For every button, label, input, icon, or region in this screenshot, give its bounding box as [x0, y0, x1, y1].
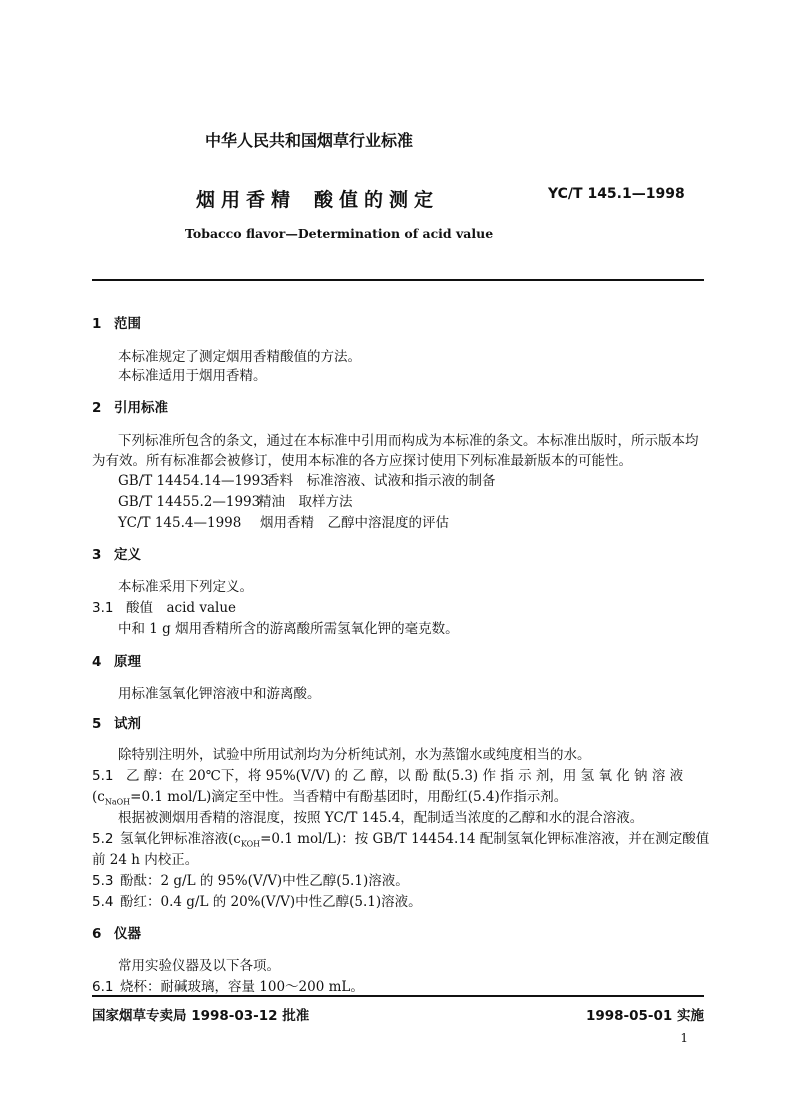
s6-1-line: 6.1 烧杯：耐碱玻璃，容量 100～200 mL。	[92, 979, 364, 995]
effective-line: 1998-05-01 实施	[585, 1008, 704, 1024]
s5-1-line-2: ($c_{NaOH}=0.1$ mol/L)滴定至中性。当香精中有酚基团时，用酚红(5.4)作指示剂。	[92, 789, 568, 807]
s1-paragraph-2: 本标准适用于烟用香精。	[118, 368, 267, 384]
s3-paragraph-1: 本标准采用下列定义。	[118, 579, 253, 595]
s4-paragraph-1: 用标准氢氧化钾溶液中和游离酸。	[118, 686, 321, 702]
document-title	[196, 185, 439, 212]
s2-paragraph-1b: 为有效。所有标准都会被修订，使用本标准的各方应探讨使用下列标准最新版本的可能性。	[92, 453, 632, 469]
reference-item: GB/T 14455.2—1993精油 取样方法	[118, 494, 353, 510]
s3-1-heading: 3.1 酸值 acid value	[92, 600, 237, 616]
section-2-heading: 2 引用标准	[92, 400, 168, 416]
s3-paragraph-2: 中和 1 g 烟用香精所含的游离酸所需氢氧化钾的毫克数。	[118, 621, 459, 637]
s6-paragraph-1: 常用实验仪器及以下各项。	[118, 958, 280, 974]
section-5-heading: 5 试剂	[92, 716, 141, 732]
s5-1-line-1: 5.1 乙 醇：在 20℃下，将 95%(V/V) 的 乙 醇，以 酚 酞(5.3) 作 指 示 剂，用 氢 氧 化 钠 溶 液	[92, 768, 684, 784]
s5-2-line-2: 前 24 h 内校正。	[92, 852, 199, 868]
s2-paragraph-1a: 下列标准所包含的条文，通过在本标准中引用而构成为本标准的条文。本标准出版时，所示版本均	[118, 433, 699, 449]
english-title: Tobacco flavor—Determination of acid value	[185, 226, 494, 241]
section-1-heading: 1 范围	[92, 316, 141, 332]
s5-paragraph-1: 除特别注明外，试验中所用试剂均为分析纯试剂，水为蒸馏水或纯度相当的水。	[118, 747, 591, 763]
footer-divider	[92, 995, 704, 997]
title-part-2: 酸值的测定	[314, 189, 440, 211]
approval-line: 国家烟草专卖局 1998-03-12 批准	[92, 1008, 310, 1024]
standard-code: YC/T 145.1—1998	[548, 186, 685, 202]
section-4-heading: 4 原理	[92, 654, 141, 670]
reference-item: YC/T 145.4—1998 烟用香精 乙醇中溶混度的评估	[118, 515, 449, 531]
reference-item: GB/T 14454.14—1993香料 标准溶液、试液和指示液的制备	[118, 473, 496, 489]
section-3-heading: 3 定义	[92, 547, 141, 563]
s5-3-line: 5.3 酚酞：2 g/L 的 95%(V/V)中性乙醇(5.1)溶液。	[92, 873, 409, 889]
s1-paragraph-1: 本标准规定了测定烟用香精酸值的方法。	[118, 349, 361, 365]
header-divider	[92, 279, 704, 281]
s5-2-line-1: 5.2 氢氧化钾标准溶液($c_{KOH}=0.1$ mol/L)：按 GB/T 14454.14 配制氢氧化钾标准溶液，并在测定酸值	[92, 831, 710, 849]
title-part-1: 烟用香精	[196, 189, 297, 211]
s5-1-line-3: 根据被测烟用香精的溶混度，按照 YC/T 145.4，配制适当浓度的乙醇和水的混合溶液。	[118, 810, 644, 826]
page-number: 1	[680, 1031, 688, 1045]
section-6-heading: 6 仪器	[92, 926, 141, 942]
s5-4-line: 5.4 酚红：0.4 g/L 的 20%(V/V)中性乙醇(5.1)溶液。	[92, 894, 422, 910]
industry-standard-label: 中华人民共和国烟草行业标准	[205, 131, 414, 150]
